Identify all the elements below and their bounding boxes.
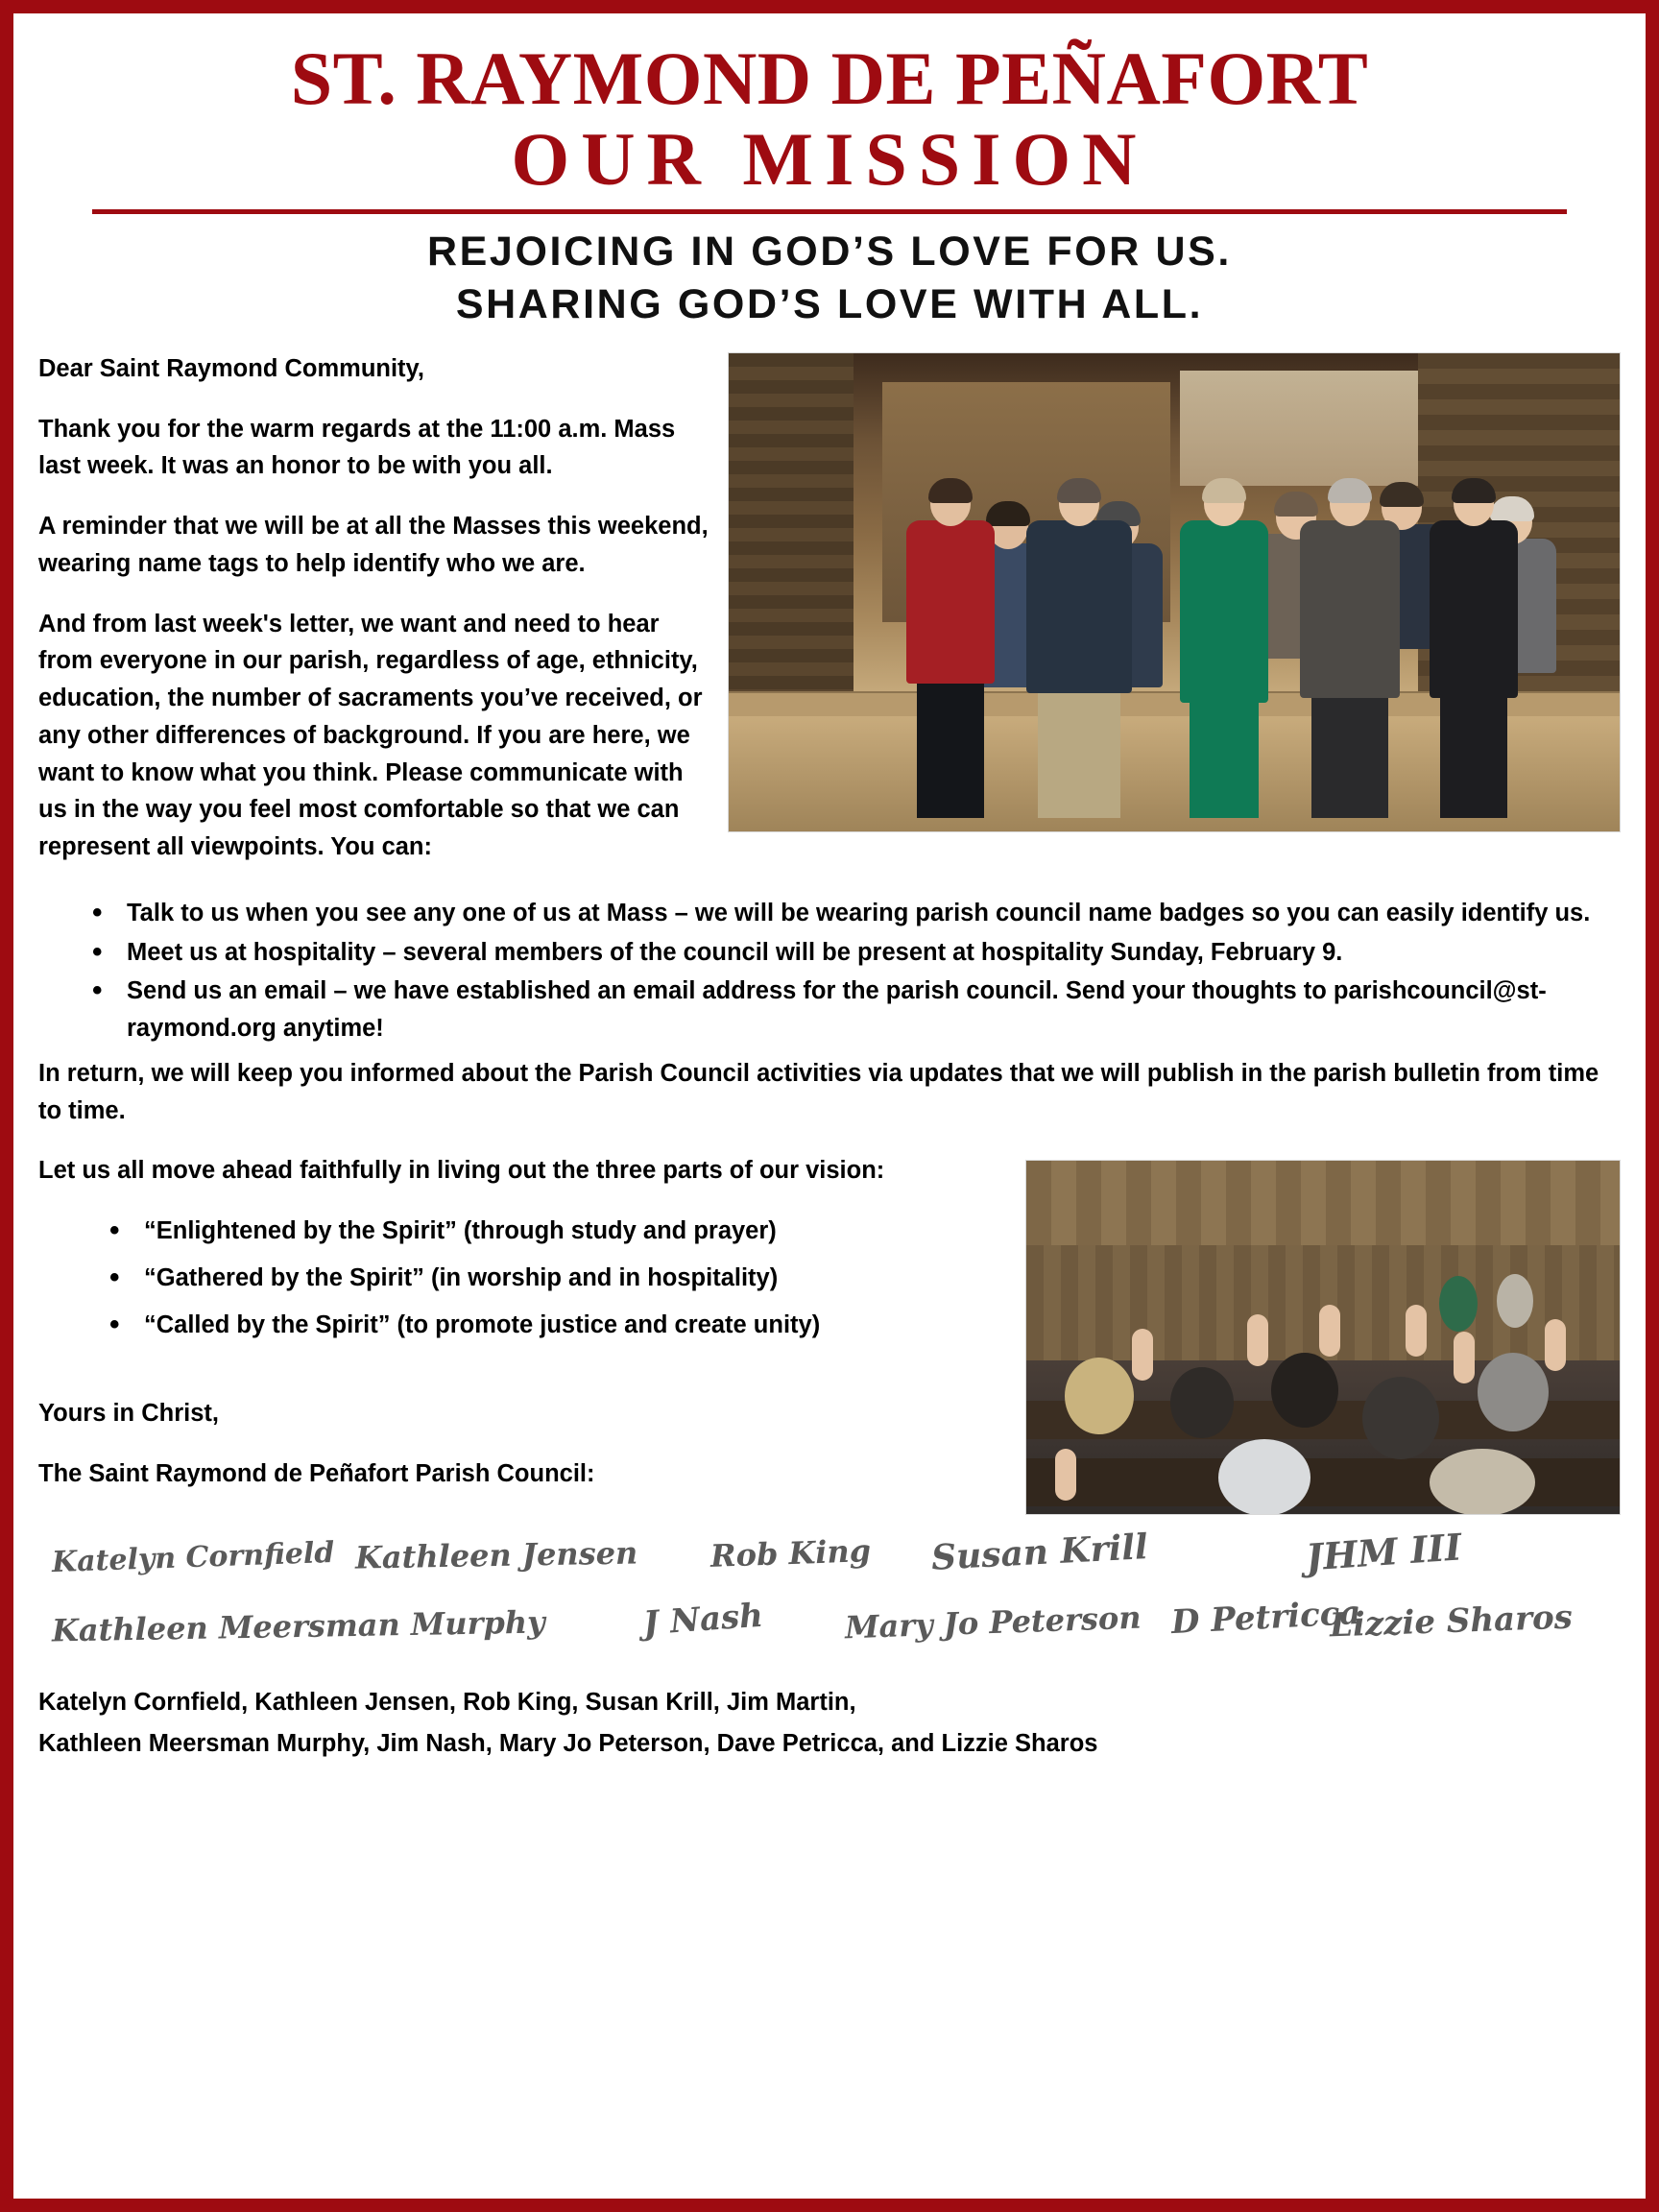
letter-paragraph-4: In return, we will keep you informed about the Parish Council activities via updates that we will publish in the parish bulletin from time to time. [38, 1059, 1599, 1124]
signature: JHM III [1304, 1525, 1463, 1579]
mission-statement-line1: REJOICING IN GOD’S LOVE FOR US. [427, 228, 1232, 275]
letter-paragraph-5: Let us all move ahead faithfully in living out the three parts of our vision: [38, 1157, 885, 1185]
council-names-line-1: Katelyn Cornfield, Kathleen Jensen, Rob King, Susan Krill, Jim Martin, [38, 1689, 856, 1717]
masthead-divider [92, 209, 1567, 214]
letter-paragraph-3: And from last week's letter, we want and need to hear from everyone in our parish, regardless of age, ethnicity, education, the number of sacraments you’ve received, or any other differences of background. If you are here, we want to know what you think. Please communicate with us in the way you feel most comfortable so that we can represent all viewpoints. You can: [38, 610, 703, 861]
signature: Susan Krill [930, 1527, 1149, 1579]
letter-body [38, 350, 1621, 1763]
closing: Yours in Christ, [38, 1400, 219, 1428]
letter-paragraph-1: Thank you for the warm regards at the 11:00 a.m. Mass last week. It was an honor to be with you all. [38, 415, 676, 480]
letter-paragraph-2: A reminder that we will be at all the Masses this weekend, wearing name tags to help identify who we are. [38, 513, 709, 577]
signature: Lizzie Sharos [1329, 1598, 1574, 1646]
list-item: • Meet us at hospitality – several members of the council will be present at hospitality Sunday, February 9. [113, 934, 1621, 972]
list-item: • Send us an email – we have established an email address for the parish council. Send your thoughts to parishcouncil@st-raymond.org anytime! [113, 973, 1621, 1047]
signature: Rob King [709, 1532, 872, 1575]
vision-list [38, 1213, 1621, 1343]
signature: Mary Jo Peterson [844, 1599, 1142, 1647]
signature-block [38, 1525, 1621, 1680]
list-item: • “Called by the Spirit” (to promote justice and create unity) [131, 1307, 1621, 1344]
signature: Katelyn Cornfield [51, 1536, 335, 1580]
list-item: • “Gathered by the Spirit” (in worship and in hospitality) [131, 1260, 1621, 1297]
page-title: ST. RAYMOND DE PEÑAFORT [290, 36, 1369, 120]
signature: Kathleen Jensen [354, 1534, 638, 1576]
council-intro: The Saint Raymond de Peñafort Parish Council: [38, 1460, 595, 1488]
page-subtitle-mission: OUR MISSION [511, 116, 1148, 201]
list-item: • “Enlightened by the Spirit” (through study and prayer) [131, 1213, 1621, 1250]
signature: Kathleen Meersman Murphy [51, 1603, 545, 1649]
salutation: Dear Saint Raymond Community, [38, 354, 424, 382]
mission-statement-line2: SHARING GOD’S LOVE WITH ALL. [455, 280, 1204, 327]
list-item: • Talk to us when you see any one of us at Mass – we will be wearing parish council name badges so you can easily identify us. [113, 895, 1621, 932]
signature: D Petricca [1170, 1594, 1362, 1643]
signature: J Nash [641, 1597, 765, 1644]
parish-council-group-photo [728, 352, 1621, 832]
council-names-line-2: Kathleen Meersman Murphy, Jim Nash, Mary Jo Peterson, Dave Petricca, and Lizzie Sharos [38, 1730, 1098, 1758]
contact-options-list [38, 895, 1621, 1047]
masthead [38, 36, 1621, 331]
